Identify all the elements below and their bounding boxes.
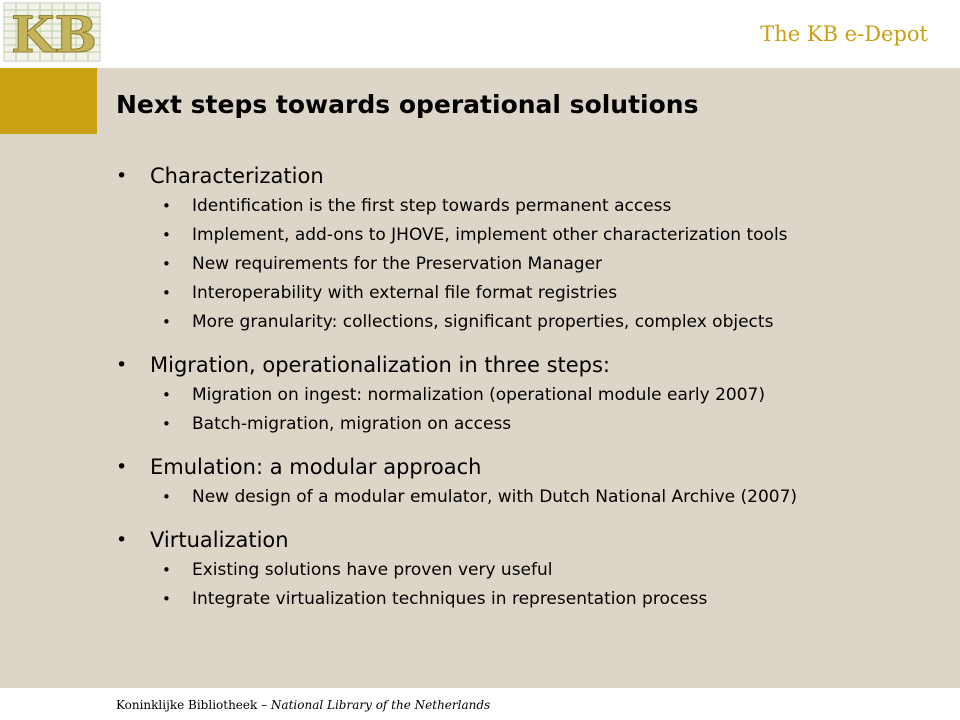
subitem-list: [116, 556, 946, 614]
accent-block: [0, 68, 97, 134]
logo-letters: KB: [11, 5, 97, 64]
list-item: • New design of a modular emulator, with Dutch National Archive (2007): [116, 483, 946, 512]
list-item: • Interoperability with external file format registries: [116, 279, 946, 308]
list-item: • Identification is the first step towards permanent access: [116, 192, 946, 221]
subitem-list: [116, 381, 946, 439]
subitem-list: [116, 483, 946, 512]
topic-emulation: [116, 453, 946, 512]
list-item: • Migration on ingest: normalization (operational module early 2007): [116, 381, 946, 410]
footer: [116, 698, 490, 712]
slide-title: Next steps towards operational solutions: [116, 90, 699, 119]
topic-label: • Emulation: a modular approach: [116, 453, 946, 481]
list-item: • Existing solutions have proven very useful: [116, 556, 946, 585]
presentation-title: The KB e-Depot: [760, 22, 928, 46]
footer-org: Koninklijke Bibliotheek: [116, 698, 258, 712]
topic-label: • Virtualization: [116, 526, 946, 554]
list-item: • Implement, add-ons to JHOVE, implement other characterization tools: [116, 221, 946, 250]
footer-separator: –: [257, 698, 271, 712]
list-item: • New requirements for the Preservation Manager: [116, 250, 946, 279]
topic-virtualization: [116, 526, 946, 614]
slide-content: [0, 68, 960, 688]
list-item: • Integrate virtualization techniques in representation process: [116, 585, 946, 614]
topic-migration: [116, 351, 946, 439]
footer-org-en: National Library of the Netherlands: [270, 698, 491, 712]
kb-logo: [0, 0, 112, 66]
topic-characterization: [116, 162, 946, 337]
topic-label: • Migration, operationalization in three steps:: [116, 351, 946, 379]
topic-list: [116, 162, 946, 628]
subitem-list: [116, 192, 946, 337]
list-item: • Batch-migration, migration on access: [116, 410, 946, 439]
list-item: • More granularity: collections, significant properties, complex objects: [116, 308, 946, 337]
topic-label: • Characterization: [116, 162, 946, 190]
